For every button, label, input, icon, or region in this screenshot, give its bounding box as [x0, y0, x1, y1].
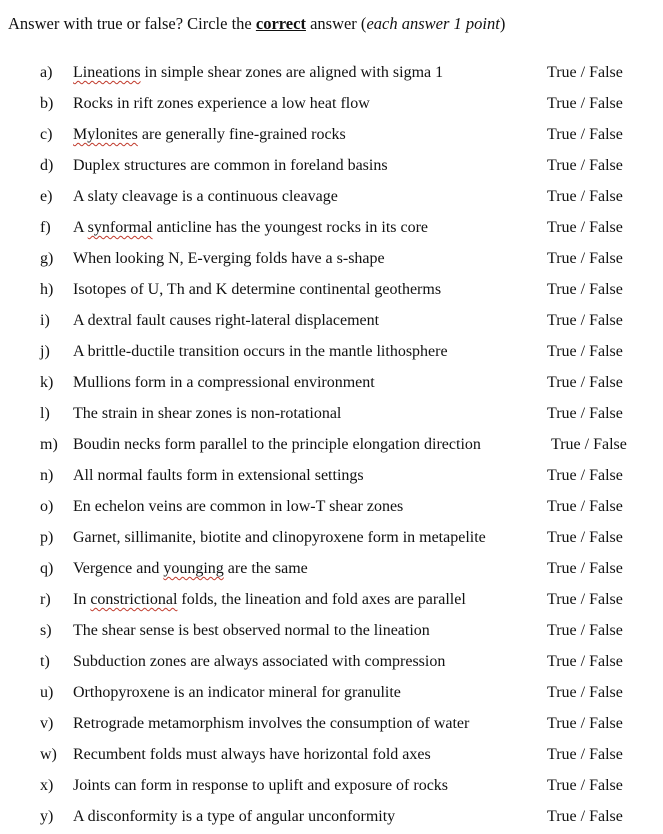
question-label: n): [40, 467, 54, 484]
statement-text: folds, the lineation and fold axes are parallel: [177, 591, 466, 608]
statement-flagged-word: Mylonites: [73, 126, 138, 143]
statement-text: Boudin necks form parallel to the principle elongation direction: [73, 436, 481, 453]
statement-text: In: [73, 591, 91, 608]
statement-flagged-word: constrictional: [90, 591, 178, 608]
question-row: [0, 553, 663, 584]
question-label: u): [40, 684, 54, 701]
question-label: r): [40, 591, 51, 608]
question-label: f): [40, 219, 51, 236]
question-row: [0, 770, 663, 801]
question-statement: [73, 119, 346, 150]
statement-flagged-word: younging: [163, 560, 224, 577]
question-statement: [73, 770, 448, 801]
question-row: [0, 119, 663, 150]
true-false-choice[interactable]: True / False: [547, 219, 623, 236]
true-false-choice[interactable]: True / False: [547, 622, 623, 639]
question-row: [0, 429, 663, 460]
question-label: c): [40, 126, 53, 143]
true-false-choice[interactable]: True / False: [551, 436, 627, 453]
question-label: d): [40, 157, 54, 174]
question-label: j): [40, 343, 50, 360]
question-row: [0, 398, 663, 429]
instruction-middle: answer (: [305, 14, 367, 33]
true-false-choice[interactable]: True / False: [547, 95, 623, 112]
statement-text: Vergence and: [73, 560, 164, 577]
true-false-choice[interactable]: True / False: [547, 64, 623, 81]
question-label: k): [40, 374, 54, 391]
question-label: w): [40, 746, 57, 763]
question-statement: [73, 429, 481, 460]
question-statement: [73, 801, 395, 832]
question-row: [0, 243, 663, 274]
statement-text: All normal faults form in extensional settings: [73, 467, 364, 484]
statement-text: Rocks in rift zones experience a low heat flow: [73, 95, 370, 112]
question-statement: [73, 553, 308, 584]
question-row: [0, 57, 663, 88]
question-label: x): [40, 777, 54, 794]
question-statement: [73, 212, 428, 243]
statement-text: in simple shear zones are aligned with sigma 1: [140, 64, 444, 81]
question-row: [0, 88, 663, 119]
question-statement: [73, 398, 341, 429]
instructions: [8, 14, 505, 34]
statement-text: anticline has the youngest rocks in its core: [152, 219, 429, 236]
instruction-emphasis: correct: [255, 14, 306, 33]
statement-text: When looking N, E-verging folds have a s-shape: [73, 250, 385, 267]
question-statement: [73, 57, 443, 88]
question-label: t): [40, 653, 50, 670]
question-statement: [73, 336, 448, 367]
question-row: [0, 739, 663, 770]
question-row: [0, 615, 663, 646]
question-label: i): [40, 312, 50, 329]
question-row: [0, 460, 663, 491]
question-label: p): [40, 529, 54, 546]
question-statement: [73, 305, 379, 336]
true-false-choice[interactable]: True / False: [547, 715, 623, 732]
question-row: [0, 708, 663, 739]
statement-text: are generally fine-grained rocks: [137, 126, 346, 143]
question-row: [0, 801, 663, 832]
statement-text: Isotopes of U, Th and K determine continental geotherms: [73, 281, 442, 298]
question-statement: [73, 584, 466, 615]
true-false-choice[interactable]: True / False: [547, 498, 623, 515]
question-statement: [73, 88, 370, 119]
question-statement: [73, 274, 441, 305]
question-row: [0, 677, 663, 708]
statement-text: The shear sense is best observed normal to the lineation: [73, 622, 430, 639]
statement-text: are the same: [223, 560, 308, 577]
true-false-choice[interactable]: True / False: [547, 157, 623, 174]
statement-text: A brittle-ductile transition occurs in the mantle lithosphere: [73, 343, 448, 360]
true-false-choice[interactable]: True / False: [547, 560, 623, 577]
question-statement: [73, 367, 375, 398]
true-false-choice[interactable]: True / False: [547, 684, 623, 701]
true-false-choice[interactable]: True / False: [547, 467, 623, 484]
instruction-prefix: Answer with true or false? Circle the: [8, 14, 256, 33]
true-false-choice[interactable]: True / False: [547, 343, 623, 360]
true-false-choice[interactable]: True / False: [547, 746, 623, 763]
true-false-choice[interactable]: True / False: [547, 312, 623, 329]
question-statement: [73, 243, 385, 274]
question-row: [0, 646, 663, 677]
question-label: b): [40, 95, 54, 112]
true-false-choice[interactable]: True / False: [547, 405, 623, 422]
question-label: a): [40, 64, 53, 81]
question-label: l): [40, 405, 50, 422]
question-label: s): [40, 622, 52, 639]
true-false-choice[interactable]: True / False: [547, 591, 623, 608]
true-false-choice[interactable]: True / False: [547, 188, 623, 205]
true-false-choice[interactable]: True / False: [547, 653, 623, 670]
question-row: [0, 367, 663, 398]
instruction-suffix: ): [499, 14, 506, 33]
statement-text: A disconformity is a type of angular unconformity: [73, 808, 396, 825]
question-row: [0, 181, 663, 212]
question-statement: [73, 181, 338, 212]
question-statement: [73, 491, 403, 522]
question-label: y): [40, 808, 54, 825]
question-statement: [73, 150, 388, 181]
question-row: [0, 212, 663, 243]
question-statement: [73, 677, 401, 708]
statement-text: A slaty cleavage is a continuous cleavage: [73, 188, 338, 205]
question-row: [0, 584, 663, 615]
statement-text: The strain in shear zones is non-rotational: [73, 405, 342, 422]
true-false-choice[interactable]: True / False: [547, 250, 623, 267]
statement-text: En echelon veins are common in low-T shear zones: [73, 498, 404, 515]
statement-flagged-word: Lineations: [73, 64, 141, 81]
question-label: h): [40, 281, 54, 298]
question-statement: [73, 646, 445, 677]
question-label: o): [40, 498, 54, 515]
statement-text: Orthopyroxene is an indicator mineral for granulite: [73, 684, 401, 701]
question-label: m): [40, 436, 58, 453]
statement-text: Joints can form in response to uplift and exposure of rocks: [73, 777, 449, 794]
true-false-choice[interactable]: True / False: [547, 777, 623, 794]
question-label: e): [40, 188, 53, 205]
statement-text: Duplex structures are common in foreland basins: [73, 157, 388, 174]
question-statement: [73, 708, 469, 739]
statement-text: A: [73, 219, 88, 236]
question-label: q): [40, 560, 54, 577]
question-row: [0, 336, 663, 367]
true-false-choice[interactable]: True / False: [547, 126, 623, 143]
question-list: [0, 57, 663, 832]
question-statement: [73, 615, 430, 646]
true-false-choice[interactable]: True / False: [547, 808, 623, 825]
question-label: g): [40, 250, 54, 267]
true-false-choice[interactable]: True / False: [547, 281, 623, 298]
question-row: [0, 522, 663, 553]
question-row: [0, 274, 663, 305]
true-false-choice[interactable]: True / False: [547, 374, 623, 391]
question-statement: [73, 522, 486, 553]
statement-text: Garnet, sillimanite, biotite and clinopyroxene form in metapelite: [73, 529, 486, 546]
statement-text: Recumbent folds must always have horizontal fold axes: [73, 746, 431, 763]
true-false-choice[interactable]: True / False: [547, 529, 623, 546]
question-row: [0, 305, 663, 336]
statement-flagged-word: synformal: [87, 219, 153, 236]
statement-text: Retrograde metamorphism involves the consumption of water: [73, 715, 470, 732]
question-label: v): [40, 715, 54, 732]
statement-text: A dextral fault causes right-lateral displacement: [73, 312, 380, 329]
question-statement: [73, 739, 431, 770]
question-row: [0, 150, 663, 181]
question-statement: [73, 460, 364, 491]
statement-text: Mullions form in a compressional environment: [73, 374, 375, 391]
instruction-italic: each answer 1 point: [366, 14, 500, 33]
statement-text: Subduction zones are always associated with compression: [73, 653, 446, 670]
question-row: [0, 491, 663, 522]
